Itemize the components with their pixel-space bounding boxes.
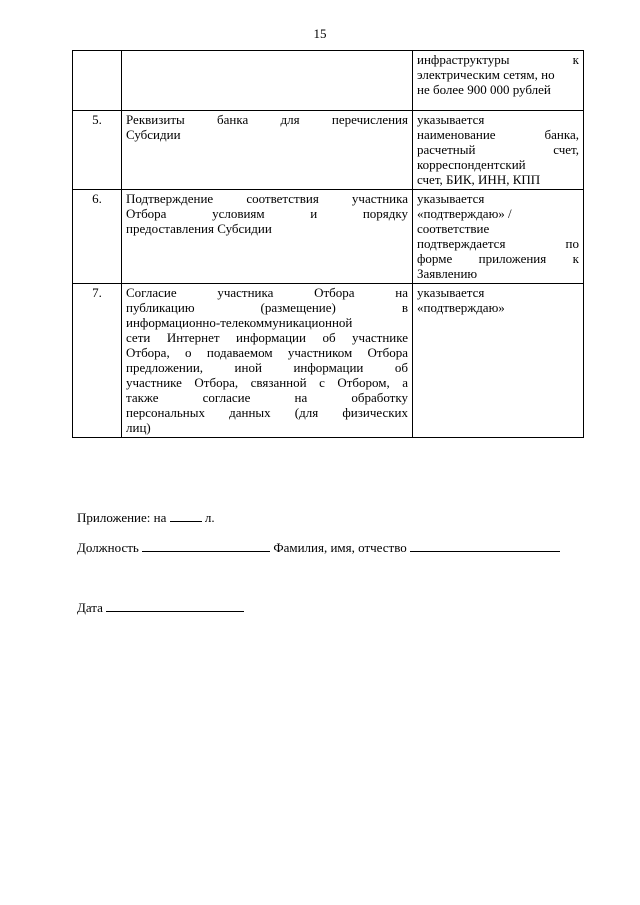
attachment-suffix: л. bbox=[204, 510, 215, 525]
value-line: не более 900 000 рублей bbox=[417, 82, 551, 97]
value-line: указывается bbox=[417, 112, 485, 127]
value-line: «подтверждаю» bbox=[417, 300, 505, 315]
full-name-label: Фамилия, имя, отчество bbox=[273, 540, 407, 555]
row-value bbox=[413, 111, 584, 190]
value-line: указывается bbox=[417, 285, 485, 300]
row-number bbox=[73, 51, 122, 111]
page-number: 15 bbox=[313, 26, 327, 41]
value-line: указывается bbox=[417, 191, 485, 206]
parameter-line: лиц) bbox=[126, 420, 151, 435]
date-line bbox=[77, 599, 244, 615]
position-label: Должность bbox=[77, 540, 139, 555]
full-name-blank[interactable] bbox=[410, 539, 560, 552]
row-number: 7. bbox=[73, 284, 122, 438]
value-line: Заявлению bbox=[417, 266, 478, 281]
parameter-line: Отбора условиям и порядку bbox=[126, 206, 408, 221]
value-line: инфраструктуры к bbox=[417, 52, 579, 67]
parameter-line: участнике Отбора, связанной с Отбором, а bbox=[126, 375, 408, 390]
row-number: 6. bbox=[73, 190, 122, 284]
parameter-line: предложении, иной информации об bbox=[126, 360, 408, 375]
parameter-line: сети Интернет информации об участнике bbox=[126, 330, 408, 345]
value-line: соответствие bbox=[417, 221, 490, 236]
table-row bbox=[73, 111, 584, 190]
row-parameter bbox=[122, 284, 413, 438]
value-line: электрическим сетям, но bbox=[417, 67, 555, 82]
row-parameter bbox=[122, 51, 413, 111]
row-value bbox=[413, 284, 584, 438]
parameter-line: Согласие участника Отбора на bbox=[126, 285, 408, 300]
value-line: расчетный счет, bbox=[417, 142, 579, 157]
parameter-line: информационно-телекоммуникационной bbox=[126, 315, 353, 330]
parameter-line: Реквизиты банка для перечисления bbox=[126, 112, 408, 127]
value-line: счет, БИК, ИНН, КПП bbox=[417, 172, 541, 187]
row-number: 5. bbox=[73, 111, 122, 190]
attachment-pages-blank[interactable] bbox=[170, 509, 202, 522]
table-row bbox=[73, 190, 584, 284]
value-line: форме приложения к bbox=[417, 251, 579, 266]
position-blank[interactable] bbox=[142, 539, 270, 552]
value-line: корреспондентский bbox=[417, 157, 526, 172]
value-line: наименование банка, bbox=[417, 127, 579, 142]
table-row bbox=[73, 284, 584, 438]
row-parameter bbox=[122, 111, 413, 190]
parameter-line: Субсидии bbox=[126, 127, 181, 142]
parameter-line: Отбора, о подаваемом участником Отбора bbox=[126, 345, 408, 360]
value-line: «подтверждаю» / bbox=[417, 206, 512, 221]
parameter-line: также согласие на обработку bbox=[126, 390, 408, 405]
date-label: Дата bbox=[77, 600, 103, 615]
table-row bbox=[73, 51, 584, 111]
value-line: подтверждается по bbox=[417, 236, 579, 251]
application-table bbox=[72, 50, 584, 438]
row-parameter bbox=[122, 190, 413, 284]
signature-line bbox=[77, 539, 560, 555]
attachment-line bbox=[77, 509, 215, 525]
parameter-line: предоставления Субсидии bbox=[126, 221, 272, 236]
row-value bbox=[413, 51, 584, 111]
date-blank[interactable] bbox=[106, 599, 244, 612]
row-value bbox=[413, 190, 584, 284]
attachment-prefix: Приложение: на bbox=[77, 510, 167, 525]
parameter-line: персональных данных (для физических bbox=[126, 405, 408, 420]
parameter-line: Подтверждение соответствия участника bbox=[126, 191, 408, 206]
parameter-line: публикацию (размещение) в bbox=[126, 300, 408, 315]
